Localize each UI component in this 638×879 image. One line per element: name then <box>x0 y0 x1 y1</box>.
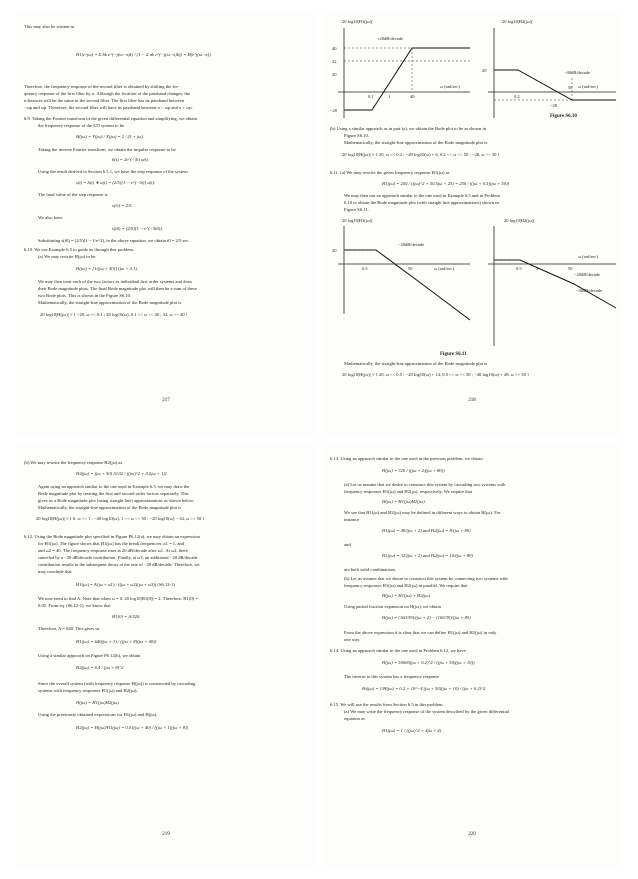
text-line: one way. <box>344 637 361 642</box>
equation: s(t) = h(t) ∗ u(t) = (2/5)[1 − e^(−5t)] u(t). <box>76 180 156 185</box>
text-line: frequency responses H1(jω) and H2(jω) in parallel. We require that <box>344 583 468 588</box>
equation: h(t) = 2e^(−5t) u(t). <box>112 157 149 162</box>
text-line: −ωp and ωp. Therefore, the second filter will have its passband between π − ωp and π + ωp. <box>24 105 193 110</box>
text-line: systems with frequency responses H1(jω) and H2(jω), <box>38 688 138 693</box>
equation: H1(jω) = 32/(jω + 2) and H2(jω) = 10/(jω + 80) <box>382 553 473 558</box>
text-line: equation as <box>344 716 365 721</box>
equation: 20 log10|H(jω)| ≈ { −20, ω << 0.1 ; 20 log10(ω), 0.1 << ω << 40 ; 32, ω >> 40 } <box>40 312 189 317</box>
tick-label: 1 <box>536 266 539 271</box>
x-axis-label: ω (rad/sec) <box>578 254 598 259</box>
text-line: Therefore, A = 640. This gives us <box>38 626 100 631</box>
slope-label: −20dB/decade <box>574 272 601 277</box>
text-line: Figure S6.11. <box>344 207 369 212</box>
equation: H(jω) = [1/(jω + 40)] (jω + 0.1). <box>76 266 139 271</box>
text-line: Mathematically, the straight-line approximation of the Bode magnitude plot is <box>344 361 488 366</box>
text-line: (b) We may rewrite the frequency response H2(jω) as <box>24 460 123 465</box>
slope-label: +20dB/decade <box>377 36 404 41</box>
y-axis-label: 20 log10|H2(jω)| <box>502 19 533 24</box>
equation: 20 log10|H(jω)| ≈ { 20, ω << 0.5 ; −20 log10(ω) + 14, 0.5 << ω << 50 ; −40 log10(ω) + 48, ω >> 50 } <box>342 372 530 377</box>
equation: H(jω) = H1(jω) + H2(jω). <box>382 593 432 598</box>
equation: H1(jω) = 250 / ((jω)^2 + 50.5jω + 25) = 250 / ((jω + 0.5)(jω + 50)) <box>382 181 510 186</box>
text-line: This may also be written as <box>24 24 75 29</box>
text-line: their Bode magnitude plots. The final Bode magnitude plot will then be a sum of these <box>38 286 197 291</box>
text-line: Since the overall system (with frequency response H(jω)) is constructed by cascading <box>38 681 196 686</box>
equation: Hi(jω) = 1/H(jω) = 0.2 × 10^−4 (jω + 50)(jω + 10) / (jω + 0.2)^2 <box>362 686 486 691</box>
tick-label: 40 <box>410 94 415 99</box>
text-line: (a) We may write the frequency response of the system described by the given differential <box>344 709 510 714</box>
figure-caption: Figure S6.11 <box>440 352 467 357</box>
text-line: Using the previously obtained expressions for H1(jω) and H(jω), <box>38 712 158 717</box>
text-line: 0.05. From eq. (S6.12-1), we know that <box>38 603 111 608</box>
y-axis-label: 20 log10|H2(jω)| <box>504 218 535 223</box>
equation: H(jω) = Y(jω) / X(jω) = 2 / (5 + jω). <box>76 134 145 139</box>
equation: H2(jω) = (jω + 50) [0.02 / ((jω)^2 + 0.2jω + 1)]. <box>76 471 168 476</box>
text-line: two Bode plots. This is shown in the Figure S6.10. <box>38 293 132 298</box>
tick-label: −20 <box>330 108 338 113</box>
tick-label: 50 <box>568 85 573 90</box>
equation: H1(jω) = A(jω + ω1) / ((jω + ω2)(jω + ω3)) (S6.12-1) <box>76 582 175 587</box>
page-218 <box>322 14 622 434</box>
equation: H1(jω) = 40/(jω + 2) and H2(jω) = 8/(jω + 80) <box>382 528 471 533</box>
page-217 <box>16 14 316 434</box>
text-line: Figure S6.10. <box>344 133 369 138</box>
text-line: We see that H1(jω) and H2(jω) may be defined in different ways to obtain H(jω). For <box>344 510 501 515</box>
page-number: 220 <box>468 832 476 837</box>
y-axis-label: 20 log10|H1(jω)| <box>342 19 373 24</box>
y-axis-label: 20 log10|H1(jω)| <box>342 218 373 223</box>
text-line: Mathematically, the straight-line approximation of the Bode magnitude plot is <box>344 140 488 145</box>
problem-6-14: 6.14. Using an approach similar to the one used in Problem 6.12, we have <box>330 648 466 653</box>
bode-plot-s6-10 <box>322 14 622 124</box>
text-line: (a) Let us assume that we desire to construct this system by cascading two systems with <box>344 482 506 487</box>
text-line: and <box>344 542 351 547</box>
text-line: We may then treat each of the two factors as individual first order systems and draw <box>38 279 193 284</box>
problem-6-9: 6.9. Taking the Fourier transform of the given differential equation and simplifying, we obtain <box>24 116 198 121</box>
tick-label: 0.5 <box>362 266 368 271</box>
tick-label: 50 <box>408 266 413 271</box>
text-line: (b) Using a similar approach as in part (a), we obtain the Bode plot to be as shown in <box>330 126 487 131</box>
bode-plot-s6-11 <box>322 214 622 354</box>
text-line: are both valid combinations. <box>344 567 397 572</box>
page-number: 219 <box>162 832 170 837</box>
text-line: (a) We may rewrite H(jω) to be <box>38 254 96 259</box>
text-line: Mathematically, the straight-line approximation of the Bode magnitude plot is <box>38 505 182 510</box>
text-line: We now need to find A. Note that when ω = 0, 20 log10|H1(0)| = 2. Therefore, H1(0) = <box>38 596 198 601</box>
equation: H(jω) = H1(jω)H2(jω). <box>76 700 120 705</box>
tick-label: 0.5 <box>516 266 522 271</box>
equation: H1(jω) = 1 / ((jω)^2 + 4jω + 4) <box>382 728 442 733</box>
figure-caption: Figure S6.10 <box>550 114 577 119</box>
equation: H(jω) = 50000(jω + 0.2)^2 / ((jω + 50)(jω + 10)) <box>382 660 475 665</box>
x-axis-label: ω (rad/sec) <box>578 84 598 89</box>
text-line: gives us a Bode magnitude plot (using straight line) approximations as shown below: <box>38 498 195 503</box>
text-line: The inverse to this system has a frequency response <box>344 674 440 679</box>
text-line: for H1(jω). The figure shows that H1(jω) has the break frequencies ω1 = 1, and <box>38 541 185 546</box>
tick-label: 40 <box>332 46 337 51</box>
text-line: (b) Let us assume that we desire to construct this system by connecting two systems with <box>344 576 508 581</box>
page-219 <box>16 446 316 866</box>
text-line: Bode magnitude plot by treating the first and second order factors separately. This <box>38 491 189 496</box>
tick-label: 1 <box>388 94 391 99</box>
text-line: Taking the inverse Fourier transform, we obtain the impulse response to be <box>38 147 176 152</box>
text-line: We may then use an approach similar to the one used in Example 6.5 and in Problem <box>344 193 500 198</box>
slope-label: −20dB/decade <box>398 242 425 247</box>
tick-label: 0.1 <box>368 94 374 99</box>
equation: H(jω) = (160/39)/(jω + 2) − (160/39)/(jω + 80) <box>382 615 471 620</box>
page-number: 218 <box>468 398 476 403</box>
slope-label: −40dB/decade <box>576 288 603 293</box>
text-line: frequency responses H1(jω) and H2(jω), respectively. We require that <box>344 489 473 494</box>
text-line: Using partial fraction expansion on H(jω), we obtain <box>344 604 441 609</box>
text-line: canceled by a −20 dB/decade contribution. Finally, at ω3, an additional −20 dB/decade <box>38 555 198 560</box>
slope-label: −40dB/decade <box>564 70 591 75</box>
x-axis-label: ω (rad/sec) <box>434 266 454 271</box>
problem-6-12: 6.12. Using the Bode magnitude plot specified in Figure P6.12(a), we may obtain an expression <box>24 534 200 539</box>
equation: H1(0) = A/320. <box>112 614 141 619</box>
equation: 20 log10|H(jω)| ≈ { 20, ω << 0.2 ; −20 log10(ω) + 6, 0.2 << ω << 50 ; −28, ω >> 50 } <box>342 152 500 157</box>
text-line: From the above expression it is clear that we can define H1(jω) and H2(jω) in only <box>344 630 497 635</box>
tick-label: 0.2 <box>514 94 520 99</box>
equation: H1(e^jω) = Σ bk e^(−j(ω−π)k) / (1 − Σ ak e^(−j(ω−π)k)) = H(e^j(ω−π)). <box>76 52 212 57</box>
problem-6-15: 6.15. We will use the results from Section 6.5 in this problem. <box>330 702 444 707</box>
tick-label: 20 <box>482 68 487 73</box>
tick-label: 50 <box>568 266 573 271</box>
text-line: Using a similar approach on Figure P6.12(b), we obtain <box>38 653 141 658</box>
text-line: quency response of the first filter by π. Although the location of the passband changes, the <box>24 91 190 96</box>
text-line: Therefore, the frequency response of the second filter is obtained by shifting the fre- <box>24 84 180 89</box>
tick-label: −28 <box>550 103 558 108</box>
text-line: 6.10 to obtain the Bode magnitude plot (with straight line approximations) shown in <box>344 200 499 205</box>
text-line: We also have <box>38 215 63 220</box>
page-number: 217 <box>162 398 170 403</box>
text-line: instance <box>344 517 360 522</box>
text-line: Substituting s(t0) = (2/5)[1 − 1/e^2], in the above equation, we obtain t0 = 2/5 sec. <box>38 238 190 243</box>
text-line: and ω2 = 40. The frequency response rises at 20 dB/decade after ω1. At ω2, there <box>38 548 188 553</box>
text-line: the frequency response of the LTI system to be <box>38 123 125 128</box>
problem-6-10: 6.10. We use Example 6.5 to guide us through this problem. <box>24 247 135 252</box>
problem-6-13: 6.13. Using an approach similar to the one used in the previous problem, we obtain <box>330 456 483 461</box>
equation: 20 log10|H(jω)| ≈ { 0, ω << 1 ; −40 log10(ω), 1 << ω << 50 ; −20 log10(ω) − 34, ω >> 50 } <box>36 516 205 521</box>
text-line: tolerances will be the same in the second filter. The first filter has its passband between <box>24 98 185 103</box>
equation: s(t0) = (2/5)[1 − e^(−5t0)]. <box>112 226 164 231</box>
problem-6-11: 6.11. (a) We may rewrite the given frequency response H1(jω) as <box>330 170 450 175</box>
equation: H(jω) = 320 / ((jω + 2)(jω + 80)) <box>382 468 445 473</box>
text-line: may conclude that <box>38 569 72 574</box>
tick-label: 32 <box>332 59 337 64</box>
tick-label: 20 <box>332 72 337 77</box>
text-line: Mathematically, the straight-line approximation of the Bode magnitude plot is <box>38 300 182 305</box>
tick-label: 20 <box>332 248 337 253</box>
equation: s(∞) = 2/5. <box>112 203 133 208</box>
text-line: Again using an approach similar to the one used in Example 6.5, we may draw the <box>38 484 190 489</box>
text-line: The final value of the step response is <box>38 192 108 197</box>
equation: H2(jω) = 6.4 / (jω + 8)^2 <box>76 665 124 670</box>
x-axis-label: ω (rad/sec) <box>440 84 460 89</box>
text-line: Using the result derived in Section 6.5.1, we have the step response of the system <box>38 169 188 174</box>
equation: H(jω) = H1(jω)H2(jω). <box>382 499 426 504</box>
text-line: contribution results in the subsequent decay at the rate of −20 dB/decade. Therefore, we <box>38 562 200 567</box>
page-220 <box>322 446 622 866</box>
equation: H1(jω) = 640(jω + 1) / ((jω + 8)(jω + 40)) <box>76 639 157 644</box>
equation: H2(jω) = H(jω)/H1(jω) = 0.01(jω + 40) / ((jω + 1)(jω + 8)) <box>76 725 189 730</box>
